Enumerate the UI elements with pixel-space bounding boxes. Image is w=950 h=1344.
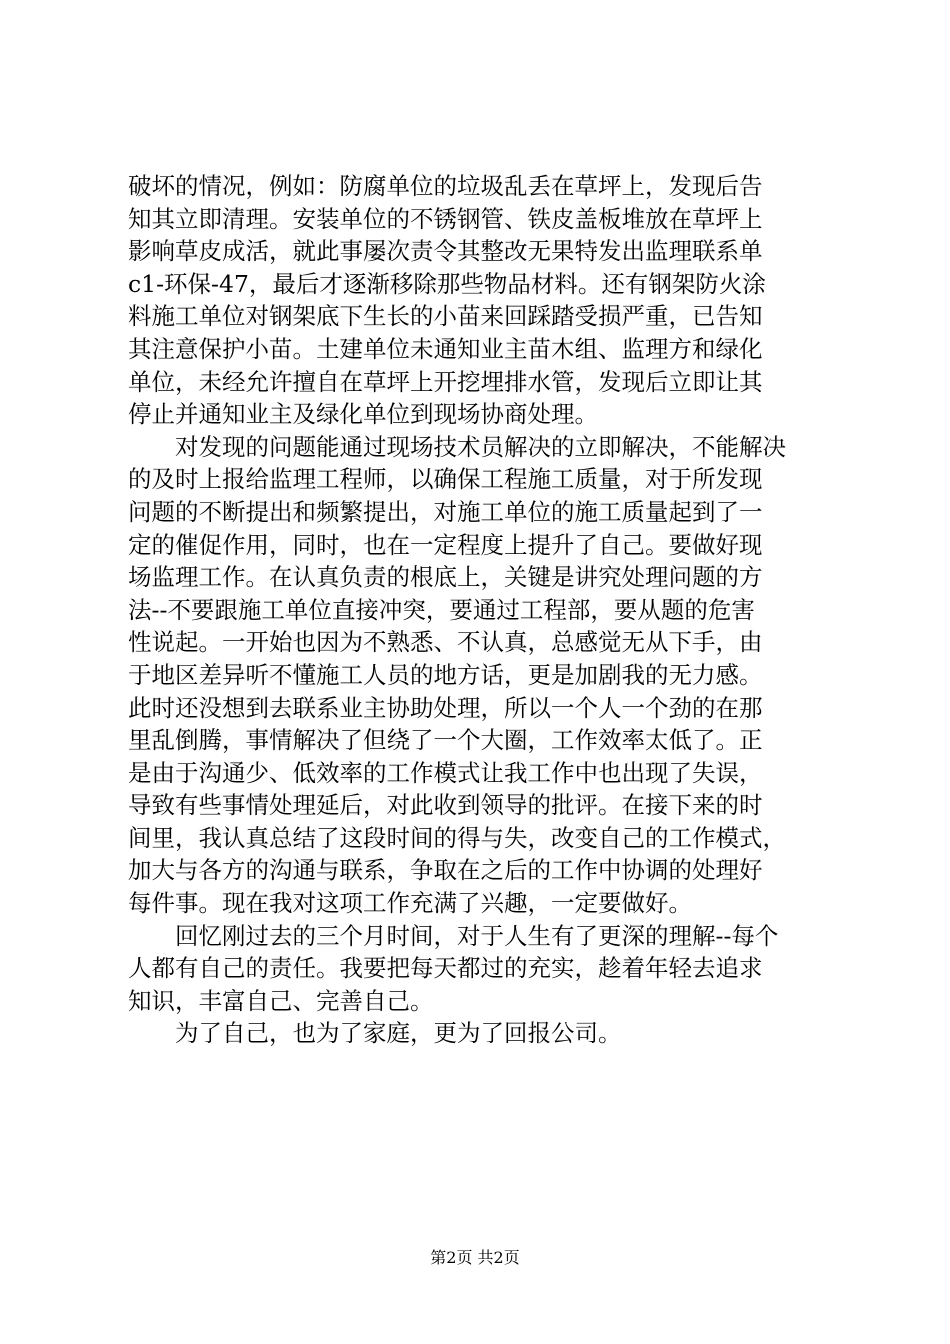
text-line: c1-环保-47，最后才逐渐移除那些物品材料。还有钢架防火涂 bbox=[128, 269, 766, 298]
text-line: 导致有些事情处理延后，对此收到领导的批评。在接下来的时 bbox=[128, 791, 763, 820]
text-line: 间里，我认真总结了这段时间的得与失，改变自己的工作模式， bbox=[128, 823, 786, 852]
text-line: 回忆刚过去的三个月时间，对于人生有了更深的理解--每个 bbox=[128, 921, 779, 950]
text-line: 此时还没想到去联系业主协助处理，所以一个人一个劲的在那 bbox=[128, 693, 763, 722]
text-line: 人都有自己的责任。我要把每天都过的充实，趁着年轻去追求 bbox=[128, 954, 763, 983]
text-line: 法--不要跟施工单位直接冲突，要通过工程部，要从题的危害 bbox=[128, 595, 755, 624]
text-line: 单位，未经允许擅自在草坪上开挖埋排水管，发现后立即让其 bbox=[128, 367, 763, 396]
text-line: 是由于沟通少、低效率的工作模式让我工作中也出现了失误， bbox=[128, 758, 763, 787]
text-line: 破坏的情况，例如：防腐单位的垃圾乱丢在草坪上，发现后告 bbox=[128, 172, 763, 200]
text-line: 的及时上报给监理工程师，以确保工程施工质量，对于所发现 bbox=[128, 465, 763, 494]
text-line: 对发现的问题能通过现场技术员解决的立即解决，不能解决 bbox=[128, 432, 786, 461]
text-line: 影响草皮成活，就此事屡次责令其整改无果特发出监理联系单 bbox=[128, 237, 763, 266]
text-line: 定的催促作用，同时，也在一定程度上提升了自己。要做好现 bbox=[128, 530, 763, 559]
page-number: 第2页 共2页 bbox=[430, 1248, 520, 1267]
text-line: 料施工单位对钢架底下生长的小苗来回踩踏受损严重，已告知 bbox=[128, 302, 763, 331]
text-line: 加大与各方的沟通与联系，争取在之后的工作中协调的处理好 bbox=[128, 856, 763, 885]
text-line: 知识，丰富自己、完善自己。 bbox=[128, 986, 434, 1015]
text-line: 里乱倒腾，事情解决了但绕了一个大圈，工作效率太低了。正 bbox=[128, 726, 763, 755]
text-line: 问题的不断提出和频繁提出，对施工单位的施工质量起到了一 bbox=[128, 497, 763, 526]
document-body bbox=[128, 170, 828, 1050]
text-line: 于地区差异听不懂施工人员的地方话，更是加剧我的无力感。 bbox=[128, 660, 763, 689]
text-line: 其注意保护小苗。土建单位未通知业主苗木组、监理方和绿化 bbox=[128, 334, 763, 363]
page-footer bbox=[0, 1245, 950, 1268]
text-line: 为了自己，也为了家庭，更为了回报公司。 bbox=[128, 1019, 622, 1048]
text-line: 场监理工作。在认真负责的根底上，关键是讲究处理问题的方 bbox=[128, 563, 763, 592]
text-line: 性说起。一开始也因为不熟悉、不认真，总感觉无从下手，由 bbox=[128, 628, 763, 657]
text-line: 每件事。现在我对这项工作充满了兴趣，一定要做好。 bbox=[128, 889, 692, 918]
text-line: 停止并通知业主及绿化单位到现场协商处理。 bbox=[128, 400, 598, 429]
text-line: 知其立即清理。安装单位的不锈钢管、铁皮盖板堆放在草坪上 bbox=[128, 204, 763, 233]
